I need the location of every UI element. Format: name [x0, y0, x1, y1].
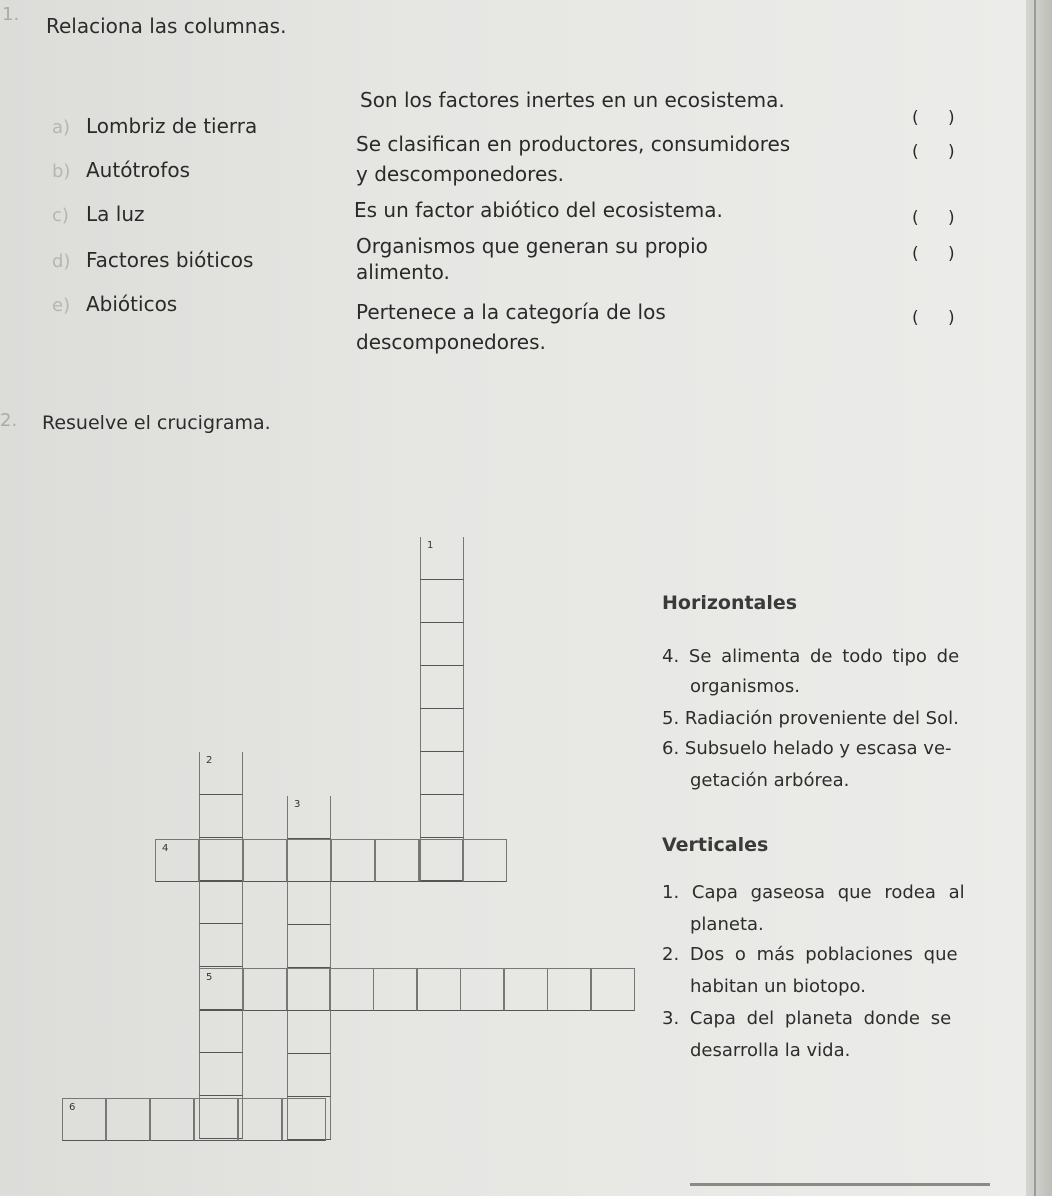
cell-v2-2[interactable]: [199, 795, 243, 838]
question-2-number: 2.: [0, 410, 18, 431]
cell-h4-2[interactable]: [199, 839, 243, 882]
cell-h4-1[interactable]: [155, 839, 199, 882]
cell-v1-2[interactable]: [420, 580, 464, 623]
cell-v2-1[interactable]: [199, 752, 243, 795]
answer-blank-4[interactable]: ( ): [912, 244, 967, 264]
cell-v1-7[interactable]: [420, 795, 464, 838]
cell-v1-4[interactable]: [420, 666, 464, 709]
clue-v2-line1: 2. Dos o más poblaciones que: [662, 944, 958, 965]
right-line-6: alimento.: [356, 260, 450, 284]
right-line-7: Pertenece a la categoría de los: [356, 300, 666, 324]
cell-v1-1[interactable]: [420, 537, 464, 580]
clue-h5: 5. Radiación proveniente del Sol.: [662, 708, 959, 729]
clue-number-5: 5: [206, 972, 213, 983]
clue-number-4: 4: [162, 843, 169, 854]
right-line-5: Organismos que generan su propio: [356, 234, 708, 258]
clue-number-6: 6: [69, 1102, 76, 1113]
clue-number-3: 3: [294, 799, 301, 810]
cell-h5-4[interactable]: [330, 968, 374, 1011]
left-item-d: d) Factores bióticos: [52, 248, 254, 272]
cell-h4-7[interactable]: [419, 839, 463, 882]
page-bottom-line: [690, 1183, 990, 1186]
cell-v3-4[interactable]: [287, 925, 331, 968]
cell-h6-6[interactable]: [282, 1098, 326, 1141]
clue-h6-line2: getación arbórea.: [690, 770, 850, 791]
answer-blank-1[interactable]: ( ): [912, 108, 967, 128]
cell-h4-6[interactable]: [375, 839, 419, 882]
cell-h5-5[interactable]: [373, 968, 417, 1011]
clue-number-1: 1: [427, 540, 434, 551]
cell-v2-5[interactable]: [199, 924, 243, 967]
question-1-number: 1.: [2, 4, 20, 25]
right-line-1: Son los factores inertes en un ecosistema.: [360, 88, 785, 112]
answer-blank-5[interactable]: ( ): [912, 308, 967, 328]
clue-v2-line2: habitan un biotopo.: [690, 976, 866, 997]
cell-h5-10[interactable]: [591, 968, 635, 1011]
binding-line: [1034, 0, 1036, 1196]
right-line-2: Se clasifican en productores, consumidores: [356, 132, 791, 156]
cell-h6-1[interactable]: [62, 1098, 106, 1141]
question-2-title: Resuelve el crucigrama.: [42, 412, 271, 434]
clue-h4-line2: organismos.: [690, 676, 800, 697]
question-1-title: Relaciona las columnas.: [46, 14, 287, 38]
cell-v1-3[interactable]: [420, 623, 464, 666]
cell-h4-8[interactable]: [463, 839, 507, 882]
cell-v2-8[interactable]: [199, 1053, 243, 1096]
clue-h6-line1: 6. Subsuelo helado y escasa ve-: [662, 738, 952, 759]
cell-h4-5[interactable]: [331, 839, 375, 882]
cell-h5-7[interactable]: [460, 968, 504, 1011]
cell-v3-3[interactable]: [287, 882, 331, 925]
left-item-c: c) La luz: [52, 202, 145, 226]
cell-v3-1[interactable]: [287, 796, 331, 839]
left-item-e: e) Abióticos: [52, 292, 178, 316]
left-item-a: a) Lombriz de tierra: [52, 114, 258, 138]
cell-v3-6[interactable]: [287, 1011, 331, 1054]
cell-h6-2[interactable]: [106, 1098, 150, 1141]
answer-blank-3[interactable]: ( ): [912, 208, 967, 228]
horizontales-heading: Horizontales: [662, 592, 798, 614]
right-line-4: Es un factor abiótico del ecosistema.: [354, 198, 723, 222]
verticales-heading: Verticales: [662, 834, 769, 856]
page-edge: [1026, 0, 1052, 1196]
cell-h6-5[interactable]: [238, 1098, 282, 1141]
clue-v1-line1: 1. Capa gaseosa que rodea al: [662, 882, 965, 903]
cell-h4-3[interactable]: [243, 839, 287, 882]
cell-h5-8[interactable]: [504, 968, 548, 1011]
right-line-3: y descomponedores.: [356, 162, 565, 186]
clue-v3-line2: desarrolla la vida.: [690, 1040, 851, 1061]
clue-v3-line1: 3. Capa del planeta donde se: [662, 1008, 952, 1029]
cell-v2-7[interactable]: [199, 1010, 243, 1053]
cell-v1-5[interactable]: [420, 709, 464, 752]
cell-h5-3[interactable]: [286, 968, 330, 1011]
cell-h5-1[interactable]: [199, 968, 243, 1011]
cell-h5-2[interactable]: [243, 968, 287, 1011]
right-line-8: descomponedores.: [356, 330, 546, 354]
clue-h4-line1: 4. Se alimenta de todo tipo de: [662, 646, 960, 667]
cell-h4-4[interactable]: [287, 839, 331, 882]
answer-blank-2[interactable]: ( ): [912, 142, 967, 162]
clue-number-2: 2: [206, 755, 213, 766]
left-item-b: b) Autótrofos: [52, 158, 190, 182]
cell-h6-3[interactable]: [150, 1098, 194, 1141]
cell-v1-6[interactable]: [420, 752, 464, 795]
cell-v2-4[interactable]: [199, 881, 243, 924]
cell-h5-9[interactable]: [547, 968, 591, 1011]
cell-h5-6[interactable]: [417, 968, 461, 1011]
clue-v1-line2: planeta.: [690, 914, 764, 935]
cell-v3-7[interactable]: [287, 1054, 331, 1097]
cell-h6-4[interactable]: [194, 1098, 238, 1141]
